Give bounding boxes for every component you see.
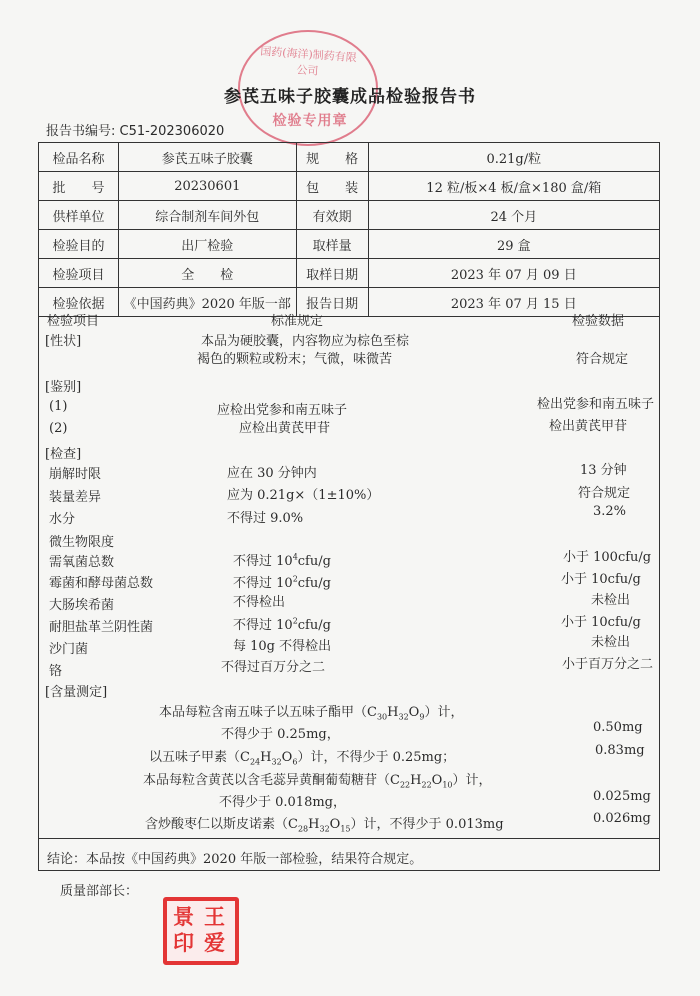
assay-text: 本品每粒含黄芪以含毛蕊异黄酮葡萄糖苷$(C_{22}H_{22}O_{10})$计， <box>143 773 492 790</box>
check-item: 崩解时限 <box>49 467 102 482</box>
header-item: 检验项目 <box>47 314 100 329</box>
seal-center-text: 检验专用章 <box>272 113 348 129</box>
info-row <box>39 172 660 201</box>
info-value: 2023 年 07 月 09 日 <box>368 259 659 288</box>
assay-result: 0.025mg <box>593 789 651 804</box>
report-number <box>46 120 224 139</box>
standard-text: 本品为硬胶囊，内容物应为棕色至棕 <box>201 334 410 349</box>
standard-text: 应检出党参和南五味子 <box>217 403 348 418</box>
info-label: 批 号 <box>39 172 119 201</box>
section-label-xingzhuang: [性状] <box>45 334 82 349</box>
info-value: 0.21g/粒 <box>368 143 659 172</box>
divider <box>39 838 659 839</box>
personal-seal <box>163 897 239 965</box>
seal-ring-text: 国药(海洋)制药有限公司 <box>259 44 358 78</box>
header-data: 检验数据 <box>572 314 625 329</box>
check-result: 3.2% <box>593 504 627 519</box>
check-item: 装量差异 <box>49 490 102 505</box>
check-result: 小于百万分之二 <box>562 657 654 672</box>
assay-text: 不得少于 0.25mg， <box>221 727 340 742</box>
info-label: 供样单位 <box>39 201 119 230</box>
header-standard: 标准规定 <box>271 314 324 329</box>
assay-result: 0.026mg <box>593 811 651 826</box>
check-standard: 不得过 $10^4cfu/g$ <box>233 552 331 569</box>
info-value: 出厂检验 <box>118 230 296 259</box>
info-row <box>39 143 660 172</box>
result-text: 检出党参和南五味子 <box>537 397 655 412</box>
quality-head-label: 质量部部长： <box>60 884 139 899</box>
check-standard: 不得过 $10^2cfu/g$ <box>233 574 331 591</box>
info-table <box>38 142 660 317</box>
check-result: 13 分钟 <box>580 463 627 478</box>
check-item: 水分 <box>49 512 76 527</box>
info-value: 2023 年 07 月 15 日 <box>368 288 659 317</box>
info-label: 取样量 <box>296 230 368 259</box>
section-label-jiancha: [检查] <box>45 447 82 462</box>
info-label: 报告日期 <box>296 288 368 317</box>
assay-text: 含炒酸枣仁以斯皮诺素$(C_{28}H_{32}O_{15})$计，不得少于 0.013mg <box>145 817 504 834</box>
check-standard: 不得过 9.0% <box>227 511 304 526</box>
assay-text: 不得少于 0.018mg， <box>219 795 346 810</box>
report-number-value: C51-202306020 <box>119 124 225 139</box>
assay-text: 本品每粒含南五味子以五味子酯甲$(C_{30}H_{32}O_9)$计， <box>159 705 464 722</box>
seal-char: 爱 <box>204 930 225 955</box>
check-item: 铬 <box>49 664 63 679</box>
section-label-jianbie: [鉴别] <box>45 380 82 395</box>
check-item: 沙门菌 <box>49 642 89 657</box>
info-value: 24 个月 <box>368 201 659 230</box>
info-row <box>39 201 660 230</box>
check-result: 小于 10cfu/g <box>561 572 641 587</box>
item-number: (1) <box>49 399 68 414</box>
check-result: 小于 10cfu/g <box>561 615 641 630</box>
info-value: 12 粒/板×4 板/盒×180 盒/箱 <box>368 172 659 201</box>
info-row <box>39 259 660 288</box>
assay-result: 0.50mg <box>593 720 643 735</box>
check-standard: 应在 30 分钟内 <box>227 466 317 481</box>
assay-text: 以五味子甲素$(C_{24}H_{32}O_6)$计，不得少于 0.25mg； <box>149 750 456 767</box>
check-standard: 不得检出 <box>233 595 286 610</box>
info-label: 有效期 <box>296 201 368 230</box>
report-number-label: 报告书编号: <box>46 124 116 139</box>
info-label: 检验项目 <box>39 259 119 288</box>
check-item: 霉菌和酵母菌总数 <box>49 576 154 591</box>
check-item: 微生物限度 <box>49 535 115 550</box>
standard-text: 褐色的颗粒或粉末；气微，味微苦 <box>197 352 393 367</box>
check-standard: 每 10g 不得检出 <box>233 639 332 654</box>
info-label: 规 格 <box>296 143 368 172</box>
check-item: 需氧菌总数 <box>49 555 115 570</box>
result-text: 检出黄芪甲苷 <box>549 419 628 434</box>
item-number: (2) <box>49 421 68 436</box>
info-label: 检验目的 <box>39 230 119 259</box>
info-label: 检品名称 <box>39 143 119 172</box>
seal-char: 王 <box>204 904 225 929</box>
info-label: 包 装 <box>296 172 368 201</box>
seal-char: 印 <box>173 930 194 955</box>
info-label: 取样日期 <box>296 259 368 288</box>
seal-char: 景 <box>173 904 194 929</box>
result-text: 符合规定 <box>576 352 629 367</box>
check-standard: 不得过 $10^2cfu/g$ <box>233 616 331 633</box>
check-item: 大肠埃希菌 <box>49 598 115 613</box>
info-value: 《中国药典》2020 年版一部 <box>118 288 296 317</box>
assay-result: 0.83mg <box>595 743 645 758</box>
check-item: 耐胆盐革兰阴性菌 <box>49 620 154 635</box>
info-value: 综合制剂车间外包 <box>118 201 296 230</box>
standard-text: 应检出黄芪甲苷 <box>239 421 331 436</box>
check-result: 符合规定 <box>578 486 631 501</box>
info-value: 参芪五味子胶囊 <box>118 143 296 172</box>
info-row <box>39 230 660 259</box>
check-standard: 不得过百万分之二 <box>221 660 326 675</box>
report-title: 参芪五味子胶囊成品检验报告书 <box>224 87 476 107</box>
check-result: 未检出 <box>591 593 631 608</box>
info-value: 20230601 <box>118 172 296 201</box>
info-label: 检验依据 <box>39 288 119 317</box>
check-standard: 应为 0.21g×（1±10%） <box>227 488 380 503</box>
check-result: 小于 100cfu/g <box>563 550 652 565</box>
check-result: 未检出 <box>591 635 631 650</box>
section-label-hanliang: [含量测定] <box>45 685 108 700</box>
results-section <box>38 310 660 871</box>
conclusion-text: 结论：本品按《中国药典》2020 年版一部检验，结果符合规定。 <box>47 852 423 867</box>
info-value: 29 盒 <box>368 230 659 259</box>
info-value: 全 检 <box>118 259 296 288</box>
